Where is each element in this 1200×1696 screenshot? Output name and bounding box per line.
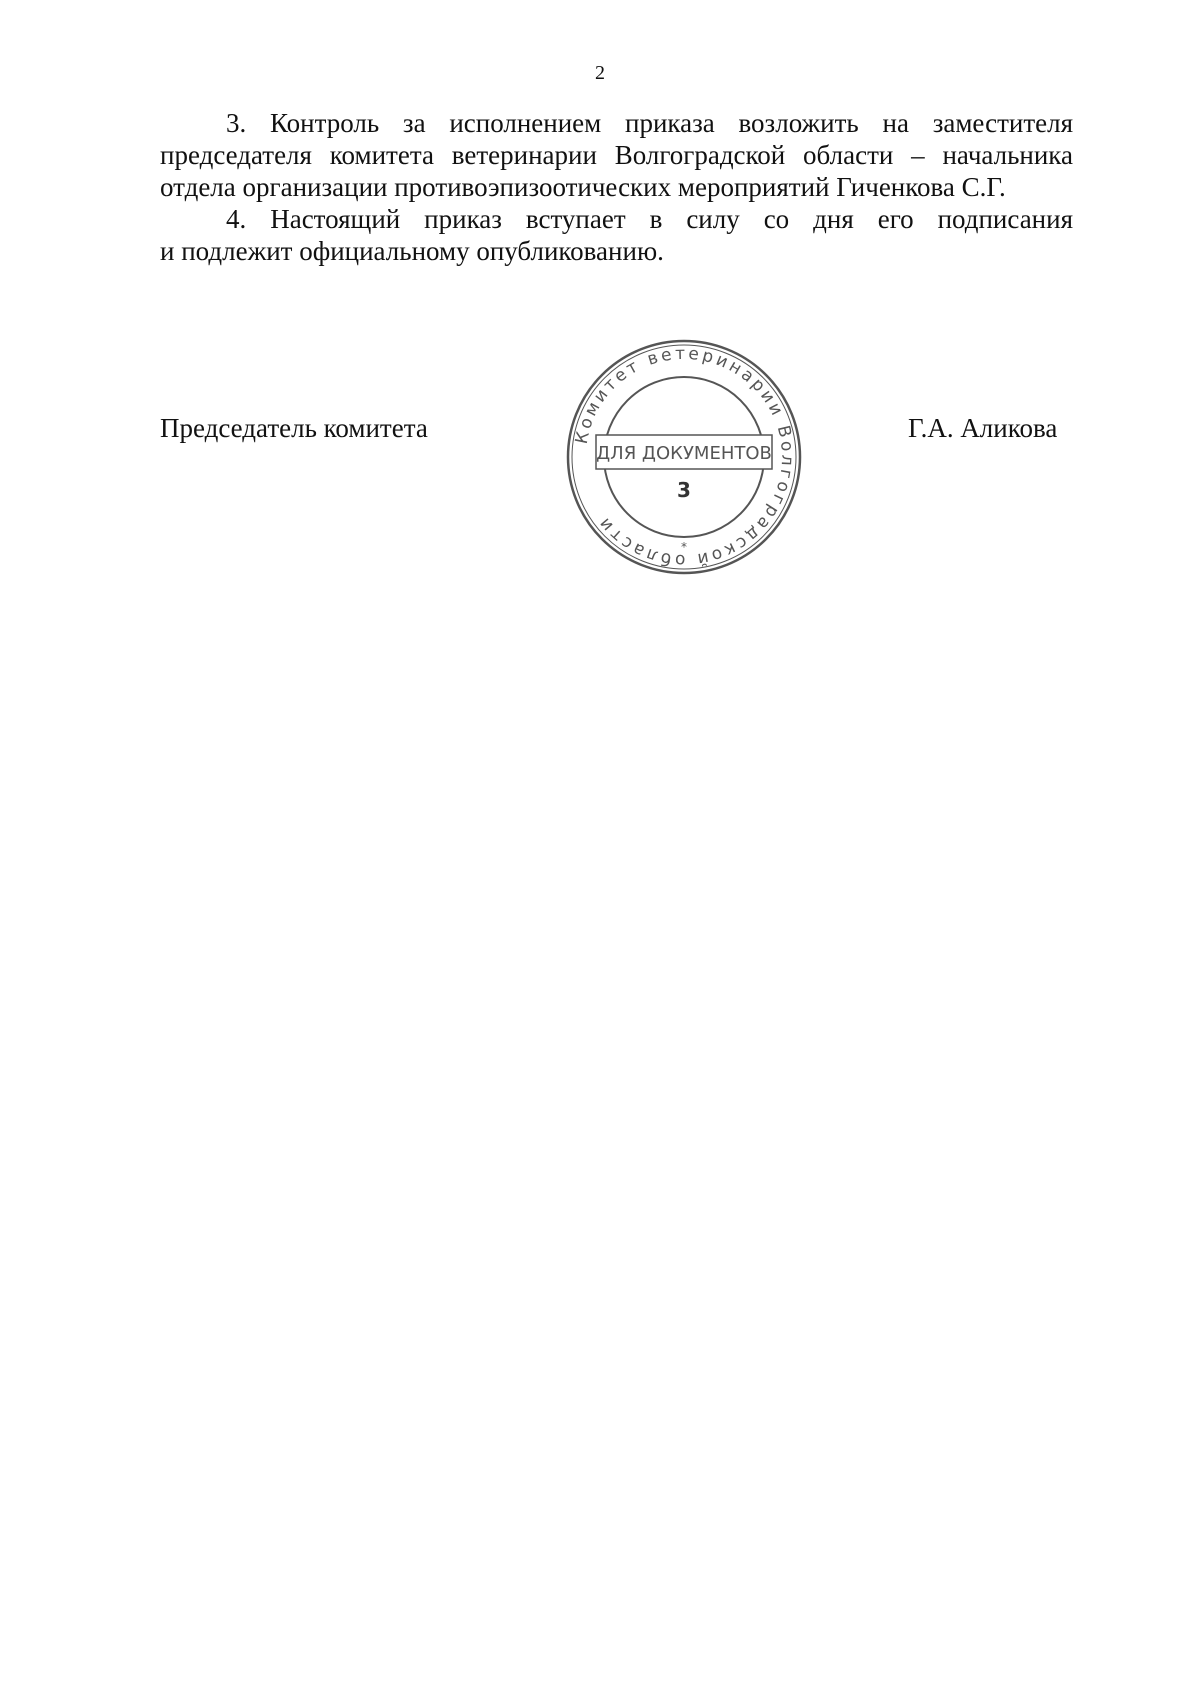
svg-text:*: * — [681, 540, 687, 554]
stamp-center-text: ДЛЯ ДОКУМЕНТОВ — [596, 443, 772, 464]
paragraph-line: отдела организации противоэпизоотических мероприятий Гиченкова С.Г. — [160, 172, 1006, 202]
stamp-ring-text: Комитет ветеринарии Волгоградской области — [571, 343, 798, 571]
paragraph-line: 3. Контроль за исполнением приказа возложить на заместителя — [226, 108, 1073, 138]
stamp-seal-icon — [564, 337, 804, 577]
official-stamp — [564, 337, 804, 577]
signatory-position: Председатель комитета — [160, 413, 428, 443]
stamp-number: 3 — [677, 478, 691, 502]
paragraph-line: 4. Настоящий приказ вступает в силу со дня его подписания — [226, 204, 1073, 234]
document-body — [160, 107, 1073, 267]
paragraph-line: и подлежит официальному опубликованию. — [160, 236, 664, 266]
signatory-name: Г.А. Аликова — [908, 413, 1058, 443]
paragraph-line: председателя комитета ветеринарии Волгоградской области – начальника — [160, 140, 1073, 170]
page-number: 2 — [595, 62, 605, 84]
paragraph-3 — [160, 107, 1073, 203]
paragraph-4 — [160, 203, 1073, 267]
